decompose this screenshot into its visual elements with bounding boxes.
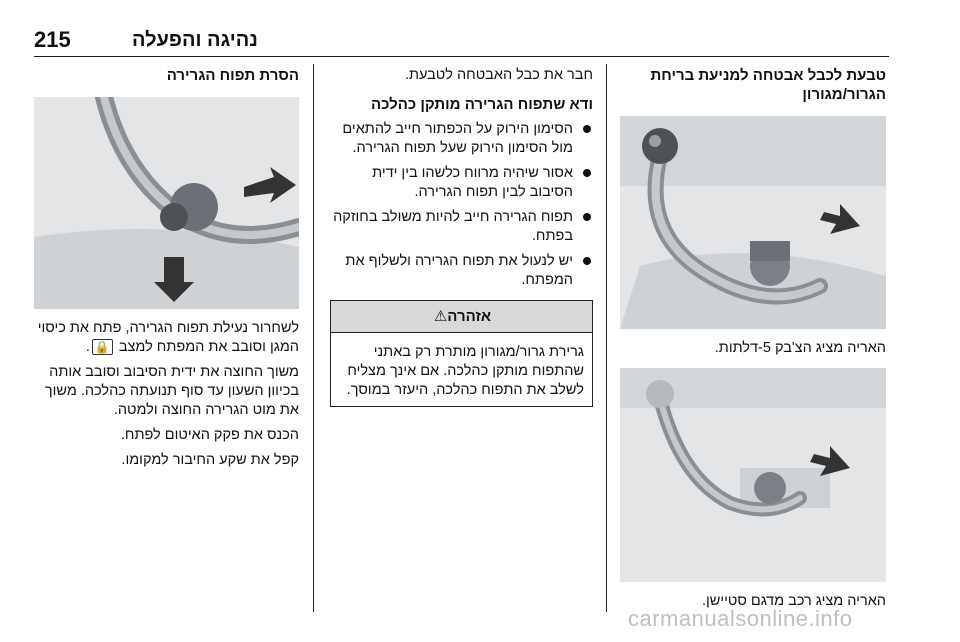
check-list: [330, 120, 593, 290]
removal-step-3: הכנס את פקק האיטום לפתח.: [120, 427, 299, 443]
list-item: הסימון הירוק על הכפתור חייב להתאים מול הסימון הירוק שעל תפוח הגרירה.: [330, 120, 593, 158]
section-heading: טבעת לכבל אבטחה למניעת בריחת הגרור/מגורון: [650, 67, 886, 103]
list-item: תפוח הגרירה חייב להיות משולב בחוזקה בפתח.: [330, 208, 593, 246]
warning-title: אזהרה⚠: [331, 301, 592, 333]
warning-box: [330, 300, 593, 407]
towbar-illustration-hatchback: [620, 116, 886, 329]
intro-text: חבר את כבל האבטחה לטבעת.: [404, 67, 593, 83]
list-item: אסור שיהיה מרווח כלשהו בין ידית הסיבוב לבין תפוח הגרירה.: [330, 164, 593, 202]
bullet-icon: [583, 257, 591, 265]
list-item: יש לנעול את תפוח הגרירה ולשלוף את המפתח.: [330, 252, 593, 290]
page-header: [34, 26, 889, 57]
caption-hatchback: האריה מציג הצ'בק 5-דלתות.: [714, 340, 886, 356]
removal-step-1: לשחרור נעילת תפוח הגרירה, פתח את כיסוי המגן וסובב את המפתח למצב 🔒.: [37, 320, 299, 355]
removal-step-2: משוך החוצה את ידית הסיבוב וסובב אותה בכיוון השעון עד סוף תנועתה כהלכה. משוך את מוט הגרירה החוצה ולמטה.: [44, 364, 299, 418]
lock-icon: 🔒: [92, 339, 113, 355]
page-number: 215: [34, 27, 71, 52]
towbar-illustration-wagon: [620, 368, 886, 582]
bullet-icon: [583, 169, 591, 177]
warning-body: גרירת גרור/מגורון מותרת רק באתני שהתפוח מותקן כהלכה. אם אינך מצליח לשלב את התפוח כהלכה, היעזר במוסך.: [346, 344, 584, 398]
bullet-icon: [583, 213, 591, 221]
column-middle: [330, 66, 593, 407]
warning-triangle-icon: ⚠: [433, 308, 448, 325]
watermark: carmanualsonline.info: [628, 606, 853, 631]
column-divider: [606, 64, 607, 612]
chapter-title: נהיגה והפעלה: [132, 29, 258, 51]
check-heading: ודא שתפוח הגרירה מותקן כהלכה: [371, 96, 593, 113]
caption-wagon: האריה מציג רכב מדגם סטיישן.: [701, 593, 886, 609]
removal-heading: הסרת תפוח הגרירה: [166, 67, 299, 84]
removal-step-4: קפל את שקע החיבור למקומו.: [121, 452, 299, 468]
column-divider: [313, 64, 314, 612]
column-right: [620, 66, 886, 611]
towbar-removal-illustration: [34, 97, 299, 309]
column-left: [34, 66, 299, 476]
bullet-icon: [583, 125, 591, 133]
